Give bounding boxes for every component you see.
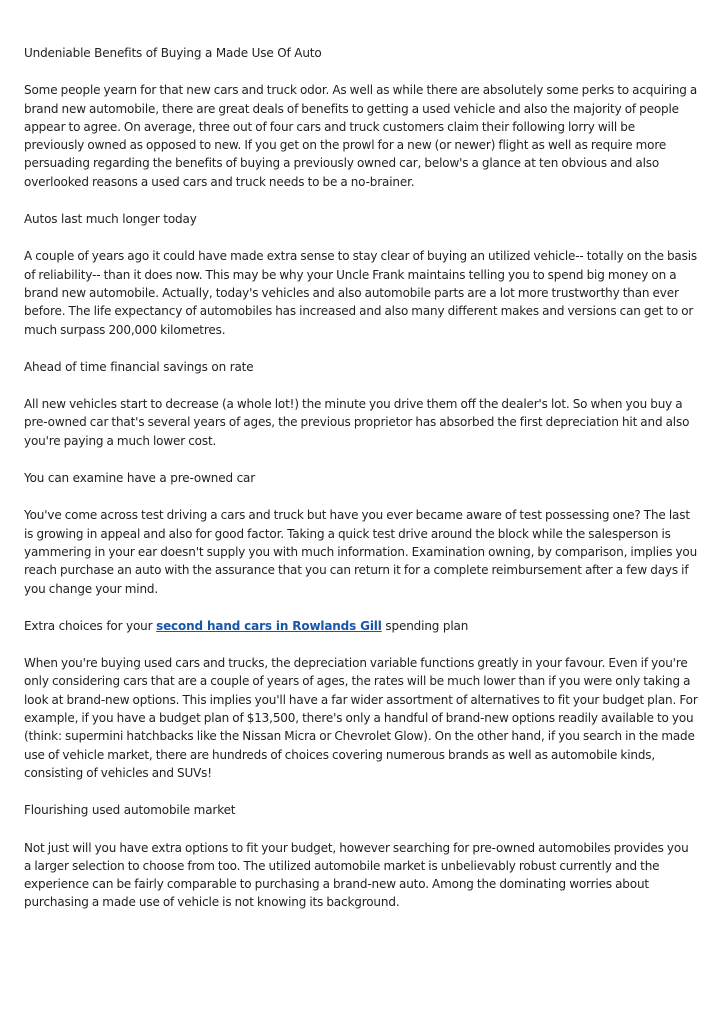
heading-text-after-link: spending plan [381, 618, 469, 633]
intro-paragraph: Some people yearn for that new cars and truck odor. As well as while there are absolutely some perks to acquiring a brand new automobile, there are great deals of benefits to getting a used vehicle and also the majority of people appear to agree. On average, three out of four cars and truck customers claim their following lorry will be previously owned as opposed to new. If you get on the prowl for a new (or newer) flight as well as require more persuading regarding the benefits of buying a previously owned car, below's a glance at ten obvious and also overlooked reasons a used cars and truck needs to be a no-brainer. [24, 83, 698, 189]
section-heading-examine: You can examine have a pre-owned car [24, 471, 256, 486]
section-body-examine: You've come across test driving a cars and truck but have you ever became aware of test possessing one? The last is growing in appeal and also for good factor. Taking a quick test drive around the block while the salesperson is yammering in your ear doesn't supply you with much information. Examination owning, by comparison, implies you reach purchase an auto with the assurance that you can return it for a complete reimbursement after a few days if you change your mind. [24, 508, 698, 596]
section-body-autos-last: A couple of years ago it could have made extra sense to stay clear of buying an utilized vehicle-- totally on the basis of reliability-- than it does now. This may be why your Uncle Frank maintains telling you to spend big money on a brand new automobile. Actually, today's vehicles and also automobile parts are a lot more trustworthy than ever before. The life expectancy of automobiles has increased and also many different makes and versions can get to or much surpass 200,000 kilometres. [24, 249, 698, 337]
document-page [24, 44, 698, 931]
section-heading-savings: Ahead of time financial savings on rate [24, 359, 254, 374]
section-body-extra-choices: When you're buying used cars and trucks, the depreciation variable functions greatly in your favour. Even if you're only considering cars that are a couple of years of ages, the rates will be much lower than if you were only taking a look at brand-new options. This implies you'll have a far wider assortment of alternatives to fit your budget plan. For example, if you have a budget plan of $13,500, there's only a handful of brand-new options readily available to you (think: supermini hatchbacks like the Nissan Micra or Chevrolet Glow). On the other hand, if you search in the made use of vehicle market, there are hundreds of choices covering numerous brands as well as automobile kinds, consisting of vehicles and SUVs! [24, 656, 698, 780]
heading-text-before-link: Extra choices for your [24, 618, 157, 633]
section-body-savings: All new vehicles start to decrease (a whole lot!) the minute you drive them off the dealer's lot. So when you buy a pre-owned car that's several years of ages, the previous proprietor has absorbed the first depreciation hit and also you're paying a much lower cost. [24, 397, 690, 448]
section-heading-autos-last: Autos last much longer today [24, 212, 197, 227]
section-body-market: Not just will you have extra options to fit your budget, however searching for pre-owned automobiles provides you a larger selection to choose from too. The utilized automobile market is unbelievably robust currently and the experience can be fairly comparable to purchasing a brand-new auto. Among the dominating worries about purchasing a made use of vehicle is not knowing its background. [24, 840, 689, 910]
section-heading-extra-choices [24, 617, 698, 635]
document-title: Undeniable Benefits of Buying a Made Use Of Auto [24, 46, 322, 60]
second-hand-cars-link[interactable]: second hand cars in Rowlands Gill [156, 618, 382, 633]
section-heading-market: Flourishing used automobile market [24, 803, 236, 818]
